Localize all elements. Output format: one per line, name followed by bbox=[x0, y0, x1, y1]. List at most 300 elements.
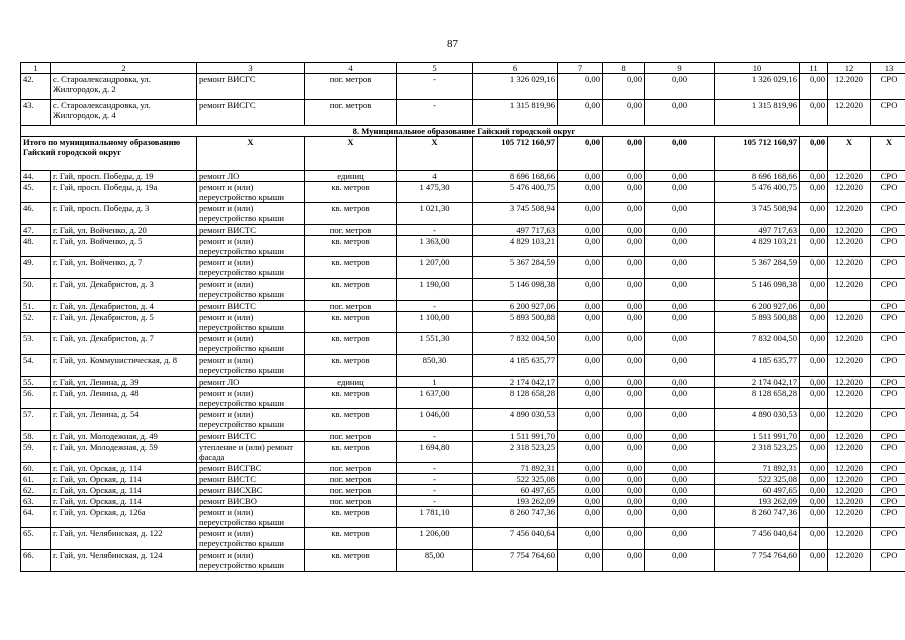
work-type-cell: ремонт и (или) переустройство крыши bbox=[197, 333, 305, 355]
cost-regional-cell: 0,00 bbox=[603, 463, 645, 474]
cost-regional-cell: 0,00 bbox=[603, 550, 645, 572]
quantity-cell: 85,00 bbox=[397, 550, 473, 572]
address-cell: г. Гай, ул. Войченко, д. 20 bbox=[51, 225, 197, 236]
cost-other-cell: 0,00 bbox=[800, 203, 828, 225]
address-cell: г. Гай, просп. Победы, д. 3 bbox=[51, 203, 197, 225]
row-number-cell: 50. bbox=[21, 279, 51, 301]
cost-local-cell: 0,00 bbox=[645, 496, 715, 507]
work-type-cell: ремонт ВИСВО bbox=[197, 496, 305, 507]
cost-owners-cell: 71 892,31 bbox=[715, 463, 800, 474]
cost-local-cell: 0,00 bbox=[645, 301, 715, 312]
deadline-cell: 12.2020 bbox=[828, 442, 871, 463]
cost-federal-cell: 0,00 bbox=[558, 279, 603, 301]
work-type-cell: ремонт и (или) переустройство крыши bbox=[197, 409, 305, 431]
quantity-cell: - bbox=[397, 496, 473, 507]
table-row bbox=[21, 74, 905, 100]
row-number-cell: 45. bbox=[21, 182, 51, 203]
cost-regional-cell: 0,00 bbox=[603, 409, 645, 431]
quantity-cell: - bbox=[397, 301, 473, 312]
cost-local-cell: 0,00 bbox=[645, 355, 715, 377]
row-number-cell: 60. bbox=[21, 463, 51, 474]
quantity-cell: 1 046,00 bbox=[397, 409, 473, 431]
deadline-cell: 12.2020 bbox=[828, 74, 871, 100]
cost-other-cell: 0,00 bbox=[800, 312, 828, 333]
work-type-cell: утепление и (или) ремонт фасада bbox=[197, 442, 305, 463]
cost-local-cell: 0,00 bbox=[645, 409, 715, 431]
deadline-cell: 12.2020 bbox=[828, 550, 871, 572]
row-number-cell: 48. bbox=[21, 236, 51, 257]
total-cell: 0,00 bbox=[645, 137, 715, 171]
cost-local-cell: 0,00 bbox=[645, 257, 715, 279]
work-type-cell: ремонт и (или) переустройство крыши bbox=[197, 355, 305, 377]
cost-regional-cell: 0,00 bbox=[603, 377, 645, 388]
total-cell: 105 712 160,97 bbox=[715, 137, 800, 171]
method-cell: СРО bbox=[871, 442, 905, 463]
address-cell: г. Гай, просп. Победы, д. 19а bbox=[51, 182, 197, 203]
work-type-cell: ремонт и (или) переустройство крыши bbox=[197, 550, 305, 572]
column-header: 13 bbox=[871, 63, 905, 74]
work-type-cell: ремонт ВИСТС bbox=[197, 225, 305, 236]
cost-regional-cell: 0,00 bbox=[603, 442, 645, 463]
cost-owners-cell: 5 893 500,88 bbox=[715, 312, 800, 333]
unit-cell: пог. метров bbox=[305, 496, 397, 507]
cost-regional-cell: 0,00 bbox=[603, 431, 645, 442]
total-cell: 105 712 160,97 bbox=[473, 137, 558, 171]
deadline-cell: 12.2020 bbox=[828, 496, 871, 507]
deadline-cell: 12.2020 bbox=[828, 431, 871, 442]
cost-total-cell: 7 456 040,64 bbox=[473, 528, 558, 550]
cost-total-cell: 2 318 523,25 bbox=[473, 442, 558, 463]
cost-local-cell: 0,00 bbox=[645, 100, 715, 126]
cost-local-cell: 0,00 bbox=[645, 431, 715, 442]
table-row bbox=[21, 301, 905, 312]
deadline-cell: 12.2020 bbox=[828, 236, 871, 257]
cost-owners-cell: 4 890 030,53 bbox=[715, 409, 800, 431]
row-number-cell: 65. bbox=[21, 528, 51, 550]
cost-federal-cell: 0,00 bbox=[558, 550, 603, 572]
row-number-cell: 55. bbox=[21, 377, 51, 388]
cost-regional-cell: 0,00 bbox=[603, 507, 645, 528]
deadline-cell: 12.2020 bbox=[828, 474, 871, 485]
quantity-cell: 1 207,00 bbox=[397, 257, 473, 279]
method-cell: СРО bbox=[871, 312, 905, 333]
method-cell: СРО bbox=[871, 171, 905, 182]
deadline-cell: 12.2020 bbox=[828, 182, 871, 203]
quantity-cell: 1 475,30 bbox=[397, 182, 473, 203]
total-row bbox=[21, 137, 905, 171]
cost-other-cell: 0,00 bbox=[800, 409, 828, 431]
cost-total-cell: 4 185 635,77 bbox=[473, 355, 558, 377]
cost-total-cell: 7 754 764,60 bbox=[473, 550, 558, 572]
cost-regional-cell: 0,00 bbox=[603, 182, 645, 203]
cost-owners-cell: 6 200 927,06 bbox=[715, 301, 800, 312]
unit-cell: единиц bbox=[305, 171, 397, 182]
cost-other-cell: 0,00 bbox=[800, 528, 828, 550]
deadline-cell: 12.2020 bbox=[828, 388, 871, 409]
cost-federal-cell: 0,00 bbox=[558, 377, 603, 388]
address-cell: г. Гай, просп. Победы, д. 19 bbox=[51, 171, 197, 182]
row-number-cell: 59. bbox=[21, 442, 51, 463]
deadline-cell: 12.2020 bbox=[828, 203, 871, 225]
address-cell: с. Староалександровка, ул. Жилгородок, д. 4 bbox=[51, 100, 197, 126]
cost-regional-cell: 0,00 bbox=[603, 100, 645, 126]
unit-cell: пог. метров bbox=[305, 463, 397, 474]
table-row bbox=[21, 409, 905, 431]
column-header: 2 bbox=[51, 63, 197, 74]
row-number-cell: 49. bbox=[21, 257, 51, 279]
method-cell: СРО bbox=[871, 528, 905, 550]
quantity-cell: 1 694,80 bbox=[397, 442, 473, 463]
table-row bbox=[21, 377, 905, 388]
method-cell: СРО bbox=[871, 550, 905, 572]
table-row bbox=[21, 496, 905, 507]
cost-total-cell: 4 890 030,53 bbox=[473, 409, 558, 431]
total-cell: X bbox=[871, 137, 905, 171]
work-type-cell: ремонт и (или) переустройство крыши bbox=[197, 203, 305, 225]
table-body bbox=[21, 63, 905, 572]
method-cell: СРО bbox=[871, 203, 905, 225]
cost-owners-cell: 5 476 400,75 bbox=[715, 182, 800, 203]
cost-owners-cell: 193 262,09 bbox=[715, 496, 800, 507]
cost-total-cell: 5 367 284,59 bbox=[473, 257, 558, 279]
address-cell: г. Гай, ул. Ленина, д. 54 bbox=[51, 409, 197, 431]
quantity-cell: - bbox=[397, 474, 473, 485]
cost-federal-cell: 0,00 bbox=[558, 463, 603, 474]
cost-local-cell: 0,00 bbox=[645, 236, 715, 257]
cost-other-cell: 0,00 bbox=[800, 496, 828, 507]
unit-cell: кв. метров bbox=[305, 236, 397, 257]
method-cell: СРО bbox=[871, 409, 905, 431]
cost-other-cell: 0,00 bbox=[800, 431, 828, 442]
cost-total-cell: 7 832 004,50 bbox=[473, 333, 558, 355]
cost-regional-cell: 0,00 bbox=[603, 474, 645, 485]
column-header: 10 bbox=[715, 63, 800, 74]
cost-other-cell: 0,00 bbox=[800, 442, 828, 463]
quantity-cell: 1 021,30 bbox=[397, 203, 473, 225]
table-row bbox=[21, 507, 905, 528]
row-number-cell: 62. bbox=[21, 485, 51, 496]
table-row bbox=[21, 355, 905, 377]
deadline-cell: 12.2020 bbox=[828, 355, 871, 377]
unit-cell: пог. метров bbox=[305, 100, 397, 126]
cost-total-cell: 1 511 991,70 bbox=[473, 431, 558, 442]
cost-regional-cell: 0,00 bbox=[603, 74, 645, 100]
work-type-cell: ремонт ВИСТС bbox=[197, 301, 305, 312]
row-number-cell: 56. bbox=[21, 388, 51, 409]
method-cell: СРО bbox=[871, 377, 905, 388]
row-number-cell: 42. bbox=[21, 74, 51, 100]
cost-federal-cell: 0,00 bbox=[558, 528, 603, 550]
cost-local-cell: 0,00 bbox=[645, 442, 715, 463]
quantity-cell: 1 190,00 bbox=[397, 279, 473, 301]
address-cell: г. Гай, ул. Молодежная, д. 49 bbox=[51, 431, 197, 442]
method-cell: СРО bbox=[871, 333, 905, 355]
address-cell: г. Гай, ул. Войченко, д. 5 bbox=[51, 236, 197, 257]
cost-other-cell: 0,00 bbox=[800, 333, 828, 355]
cost-total-cell: 1 326 029,16 bbox=[473, 74, 558, 100]
deadline-cell: 12.2020 bbox=[828, 333, 871, 355]
cost-owners-cell: 8 260 747,36 bbox=[715, 507, 800, 528]
table-row bbox=[21, 203, 905, 225]
cost-other-cell: 0,00 bbox=[800, 463, 828, 474]
table-row bbox=[21, 257, 905, 279]
total-cell: 0,00 bbox=[603, 137, 645, 171]
method-cell: СРО bbox=[871, 355, 905, 377]
work-type-cell: ремонт ЛО bbox=[197, 171, 305, 182]
row-number-cell: 52. bbox=[21, 312, 51, 333]
total-cell: 0,00 bbox=[558, 137, 603, 171]
cost-federal-cell: 0,00 bbox=[558, 355, 603, 377]
table-row bbox=[21, 236, 905, 257]
quantity-cell: 1 551,30 bbox=[397, 333, 473, 355]
address-cell: г. Гай, ул. Орская, д. 114 bbox=[51, 474, 197, 485]
cost-local-cell: 0,00 bbox=[645, 377, 715, 388]
work-type-cell: ремонт ВИСХВС bbox=[197, 485, 305, 496]
cost-regional-cell: 0,00 bbox=[603, 301, 645, 312]
address-cell: г. Гай, ул. Декабристов, д. 7 bbox=[51, 333, 197, 355]
address-cell: г. Гай, ул. Декабристов, д. 3 bbox=[51, 279, 197, 301]
cost-federal-cell: 0,00 bbox=[558, 409, 603, 431]
table-row bbox=[21, 333, 905, 355]
cost-other-cell: 0,00 bbox=[800, 225, 828, 236]
section-title: 8. Муниципальное образование Гайский городской округ bbox=[21, 126, 905, 137]
address-cell: г. Гай, ул. Войченко, д. 7 bbox=[51, 257, 197, 279]
total-label: Итого по муниципальному образованию Гайский городской округ bbox=[21, 137, 197, 171]
cost-other-cell: 0,00 bbox=[800, 485, 828, 496]
deadline-cell: 12.2020 bbox=[828, 279, 871, 301]
cost-federal-cell: 0,00 bbox=[558, 442, 603, 463]
address-cell: г. Гай, ул. Молодежная, д. 59 bbox=[51, 442, 197, 463]
quantity-cell: - bbox=[397, 225, 473, 236]
row-number-cell: 46. bbox=[21, 203, 51, 225]
cost-total-cell: 5 146 098,38 bbox=[473, 279, 558, 301]
unit-cell: кв. метров bbox=[305, 257, 397, 279]
column-header: 9 bbox=[645, 63, 715, 74]
unit-cell: кв. метров bbox=[305, 355, 397, 377]
table-row bbox=[21, 485, 905, 496]
cost-local-cell: 0,00 bbox=[645, 550, 715, 572]
quantity-cell: 1 637,00 bbox=[397, 388, 473, 409]
total-cell: X bbox=[828, 137, 871, 171]
column-header: 11 bbox=[800, 63, 828, 74]
method-cell: СРО bbox=[871, 463, 905, 474]
unit-cell: единиц bbox=[305, 377, 397, 388]
deadline-cell: 12.2020 bbox=[828, 312, 871, 333]
unit-cell: кв. метров bbox=[305, 182, 397, 203]
cost-federal-cell: 0,00 bbox=[558, 257, 603, 279]
cost-total-cell: 8 260 747,36 bbox=[473, 507, 558, 528]
address-cell: г. Гай, ул. Челябинская, д. 122 bbox=[51, 528, 197, 550]
unit-cell: пог. метров bbox=[305, 485, 397, 496]
cost-local-cell: 0,00 bbox=[645, 333, 715, 355]
unit-cell: пог. метров bbox=[305, 301, 397, 312]
address-cell: г. Гай, ул. Ленина, д. 48 bbox=[51, 388, 197, 409]
cost-other-cell: 0,00 bbox=[800, 257, 828, 279]
cost-federal-cell: 0,00 bbox=[558, 301, 603, 312]
cost-federal-cell: 0,00 bbox=[558, 474, 603, 485]
row-number-cell: 61. bbox=[21, 474, 51, 485]
quantity-cell: - bbox=[397, 100, 473, 126]
method-cell: СРО bbox=[871, 496, 905, 507]
work-type-cell: ремонт и (или) переустройство крыши bbox=[197, 528, 305, 550]
cost-total-cell: 4 829 103,21 bbox=[473, 236, 558, 257]
cost-federal-cell: 0,00 bbox=[558, 100, 603, 126]
method-cell: СРО bbox=[871, 507, 905, 528]
cost-owners-cell: 1 511 991,70 bbox=[715, 431, 800, 442]
unit-cell: пог. метров bbox=[305, 225, 397, 236]
work-type-cell: ремонт ВИСТС bbox=[197, 431, 305, 442]
total-cell: X bbox=[305, 137, 397, 171]
cost-owners-cell: 4 829 103,21 bbox=[715, 236, 800, 257]
cost-owners-cell: 8 128 658,28 bbox=[715, 388, 800, 409]
table-row bbox=[21, 550, 905, 572]
cost-regional-cell: 0,00 bbox=[603, 333, 645, 355]
column-numbers-row bbox=[21, 63, 905, 74]
works-table bbox=[20, 62, 905, 572]
cost-total-cell: 71 892,31 bbox=[473, 463, 558, 474]
quantity-cell: 4 bbox=[397, 171, 473, 182]
quantity-cell: 1 bbox=[397, 377, 473, 388]
cost-local-cell: 0,00 bbox=[645, 388, 715, 409]
unit-cell: кв. метров bbox=[305, 203, 397, 225]
deadline-cell: 12.2020 bbox=[828, 528, 871, 550]
cost-owners-cell: 1 326 029,16 bbox=[715, 74, 800, 100]
cost-owners-cell: 497 717,63 bbox=[715, 225, 800, 236]
cost-federal-cell: 0,00 bbox=[558, 431, 603, 442]
cost-other-cell: 0,00 bbox=[800, 171, 828, 182]
table-row bbox=[21, 442, 905, 463]
method-cell: СРО bbox=[871, 225, 905, 236]
column-header: 8 bbox=[603, 63, 645, 74]
work-type-cell: ремонт и (или) переустройство крыши bbox=[197, 279, 305, 301]
cost-regional-cell: 0,00 bbox=[603, 203, 645, 225]
deadline-cell: 12.2020 bbox=[828, 171, 871, 182]
row-number-cell: 58. bbox=[21, 431, 51, 442]
work-type-cell: ремонт ВИСТС bbox=[197, 474, 305, 485]
cost-regional-cell: 0,00 bbox=[603, 279, 645, 301]
cost-other-cell: 0,00 bbox=[800, 100, 828, 126]
cost-federal-cell: 0,00 bbox=[558, 171, 603, 182]
address-cell: г. Гай, ул. Коммунистическая, д. 8 bbox=[51, 355, 197, 377]
work-type-cell: ремонт ВИСГС bbox=[197, 74, 305, 100]
row-number-cell: 44. bbox=[21, 171, 51, 182]
table-row bbox=[21, 182, 905, 203]
quantity-cell: 1 206,00 bbox=[397, 528, 473, 550]
unit-cell: кв. метров bbox=[305, 312, 397, 333]
cost-regional-cell: 0,00 bbox=[603, 257, 645, 279]
quantity-cell: 1 100,00 bbox=[397, 312, 473, 333]
cost-owners-cell: 7 832 004,50 bbox=[715, 333, 800, 355]
cost-owners-cell: 5 367 284,59 bbox=[715, 257, 800, 279]
address-cell: г. Гай, ул. Орская, д. 114 bbox=[51, 485, 197, 496]
address-cell: г. Гай, ул. Орская, д. 126а bbox=[51, 507, 197, 528]
deadline-cell bbox=[828, 301, 871, 312]
cost-other-cell: 0,00 bbox=[800, 236, 828, 257]
cost-local-cell: 0,00 bbox=[645, 279, 715, 301]
cost-owners-cell: 8 696 168,66 bbox=[715, 171, 800, 182]
unit-cell: кв. метров bbox=[305, 528, 397, 550]
cost-other-cell: 0,00 bbox=[800, 377, 828, 388]
cost-local-cell: 0,00 bbox=[645, 182, 715, 203]
cost-federal-cell: 0,00 bbox=[558, 74, 603, 100]
column-header: 12 bbox=[828, 63, 871, 74]
address-cell: г. Гай, ул. Декабристов, д. 4 bbox=[51, 301, 197, 312]
unit-cell: кв. метров bbox=[305, 409, 397, 431]
cost-total-cell: 8 696 168,66 bbox=[473, 171, 558, 182]
column-header: 5 bbox=[397, 63, 473, 74]
deadline-cell: 12.2020 bbox=[828, 225, 871, 236]
cost-total-cell: 497 717,63 bbox=[473, 225, 558, 236]
cost-total-cell: 522 325,08 bbox=[473, 474, 558, 485]
cost-total-cell: 5 476 400,75 bbox=[473, 182, 558, 203]
table-row bbox=[21, 474, 905, 485]
cost-local-cell: 0,00 bbox=[645, 312, 715, 333]
method-cell: СРО bbox=[871, 474, 905, 485]
work-type-cell: ремонт и (или) переустройство крыши bbox=[197, 257, 305, 279]
row-number-cell: 54. bbox=[21, 355, 51, 377]
work-type-cell: ремонт и (или) переустройство крыши bbox=[197, 388, 305, 409]
cost-federal-cell: 0,00 bbox=[558, 496, 603, 507]
quantity-cell: 1 363,00 bbox=[397, 236, 473, 257]
cost-total-cell: 2 174 042,17 bbox=[473, 377, 558, 388]
deadline-cell: 12.2020 bbox=[828, 507, 871, 528]
row-number-cell: 63. bbox=[21, 496, 51, 507]
cost-owners-cell: 5 146 098,38 bbox=[715, 279, 800, 301]
cost-regional-cell: 0,00 bbox=[603, 355, 645, 377]
table-row bbox=[21, 171, 905, 182]
cost-other-cell: 0,00 bbox=[800, 474, 828, 485]
cost-total-cell: 3 745 508,94 bbox=[473, 203, 558, 225]
page-number: 87 bbox=[447, 38, 458, 50]
cost-federal-cell: 0,00 bbox=[558, 203, 603, 225]
cost-owners-cell: 2 318 523,25 bbox=[715, 442, 800, 463]
table-row bbox=[21, 463, 905, 474]
method-cell: СРО bbox=[871, 301, 905, 312]
unit-cell: кв. метров bbox=[305, 507, 397, 528]
method-cell: СРО bbox=[871, 388, 905, 409]
cost-other-cell: 0,00 bbox=[800, 507, 828, 528]
work-type-cell: ремонт и (или) переустройство крыши bbox=[197, 182, 305, 203]
table-row bbox=[21, 431, 905, 442]
cost-regional-cell: 0,00 bbox=[603, 485, 645, 496]
cost-federal-cell: 0,00 bbox=[558, 312, 603, 333]
cost-owners-cell: 7 456 040,64 bbox=[715, 528, 800, 550]
method-cell: СРО bbox=[871, 257, 905, 279]
method-cell: СРО bbox=[871, 182, 905, 203]
cost-federal-cell: 0,00 bbox=[558, 225, 603, 236]
cost-regional-cell: 0,00 bbox=[603, 312, 645, 333]
cost-owners-cell: 7 754 764,60 bbox=[715, 550, 800, 572]
row-number-cell: 47. bbox=[21, 225, 51, 236]
cost-other-cell: 0,00 bbox=[800, 182, 828, 203]
deadline-cell: 12.2020 bbox=[828, 100, 871, 126]
address-cell: г. Гай, ул. Орская, д. 114 bbox=[51, 463, 197, 474]
table-row bbox=[21, 279, 905, 301]
cost-regional-cell: 0,00 bbox=[603, 171, 645, 182]
cost-total-cell: 193 262,09 bbox=[473, 496, 558, 507]
cost-total-cell: 8 128 658,28 bbox=[473, 388, 558, 409]
cost-regional-cell: 0,00 bbox=[603, 225, 645, 236]
column-header: 1 bbox=[21, 63, 51, 74]
deadline-cell: 12.2020 bbox=[828, 463, 871, 474]
total-cell: X bbox=[197, 137, 305, 171]
deadline-cell: 12.2020 bbox=[828, 257, 871, 279]
cost-total-cell: 60 497,65 bbox=[473, 485, 558, 496]
address-cell: г. Гай, ул. Челябинская, д. 124 bbox=[51, 550, 197, 572]
cost-local-cell: 0,00 bbox=[645, 74, 715, 100]
unit-cell: кв. метров bbox=[305, 279, 397, 301]
cost-federal-cell: 0,00 bbox=[558, 485, 603, 496]
